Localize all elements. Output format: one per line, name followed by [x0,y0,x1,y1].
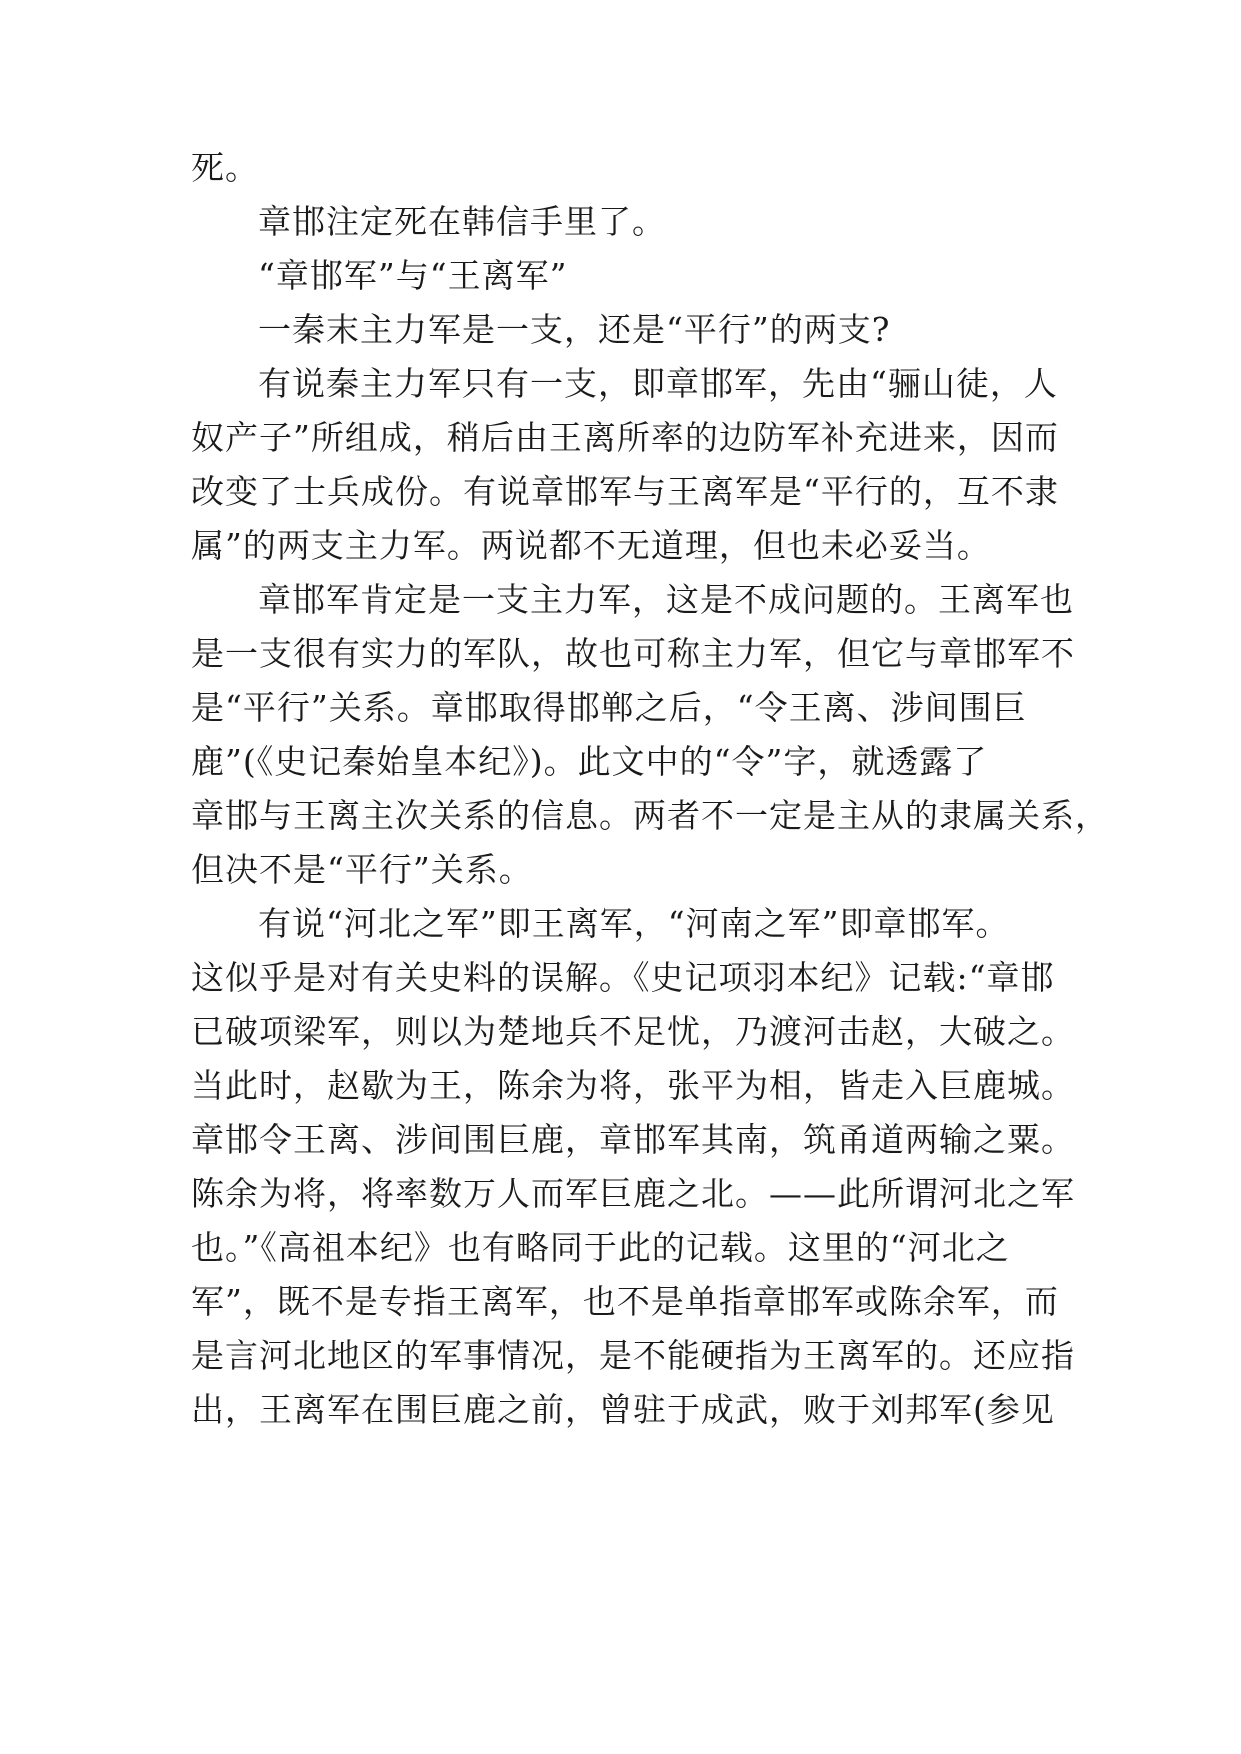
text-line: 出，王离军在围巨鹿之前，曾驻于成武，败于刘邦军(参见 [191,1390,1055,1429]
text-line: 也。”《高祖本纪》也有略同于此的记载。这里的“河北之 [191,1228,1010,1267]
section-heading: “章邯军”与“王离军” [258,256,568,295]
text-line: 有说“河北之军”即王离军，“河南之军”即章邯军。 [258,904,1010,943]
text-line: 这似乎是对有关史料的误解。《史记项羽本纪》记载:“章邯 [191,958,1055,997]
text-line: 是言河北地区的军事情况，是不能硬指为王离军的。还应指 [191,1336,1075,1375]
text-line: 章邯军肯定是一支主力军，这是不成问题的。王离军也 [258,580,1074,619]
text-line: 奴产子”所组成，稍后由王离所率的边防军补充进来，因而 [191,418,1059,457]
text-line: 改变了士兵成份。有说章邯军与王离军是“平行的，互不隶 [191,472,1059,511]
text-line: 有说秦主力军只有一支，即章邯军，先由“骊山徒，人 [258,364,1058,403]
text-line: 是“平行”关系。章邯取得邯郸之后，“令王离、涉间围巨 [191,688,1027,727]
text-line: 死。 [191,148,259,187]
text-line: 章邯与王离主次关系的信息。两者不一定是主从的隶属关系， [191,796,1109,835]
text-line: 当此时，赵歇为王，陈余为将，张平为相，皆走入巨鹿城。 [191,1066,1075,1105]
text-line: 章邯注定死在韩信手里了。 [258,202,666,241]
text-line: 鹿”(《史记秦始皇本纪》)。此文中的“令”字，就透露了 [191,742,988,781]
text-line: 陈余为将，将率数万人而军巨鹿之北。——此所谓河北之军 [191,1174,1075,1213]
text-line: 已破项梁军，则以为楚地兵不足忧，乃渡河击赵，大破之。 [191,1012,1075,1051]
text-line: 军”，既不是专指王离军，也不是单指章邯军或陈余军，而 [191,1282,1059,1321]
text-line: 是一支很有实力的军队，故也可称主力军，但它与章邯军不 [191,634,1075,673]
text-line: 但决不是“平行”关系。 [191,850,533,889]
text-line: 章邯令王离、涉间围巨鹿，章邯军其南，筑甬道两输之粟。 [191,1120,1075,1159]
section-subheading: 一秦末主力军是一支，还是“平行”的两支? [258,310,891,349]
text-line: 属”的两支主力军。两说都不无道理，但也未必妥当。 [191,526,991,565]
